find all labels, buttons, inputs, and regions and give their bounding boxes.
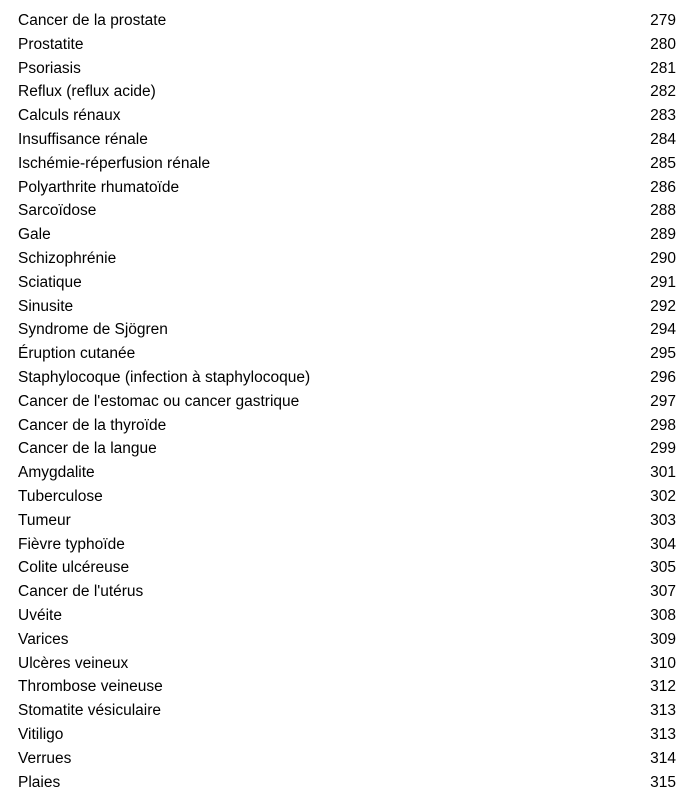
toc-entry[interactable]	[18, 271, 676, 295]
entry-page-number: 298	[650, 416, 676, 434]
entry-page-number: 309	[650, 630, 676, 648]
table-of-contents	[18, 9, 676, 794]
entry-title: Uvéite	[18, 606, 62, 624]
entry-page-number: 295	[650, 345, 676, 363]
entry-title: Prostatite	[18, 35, 84, 53]
toc-entry[interactable]	[18, 747, 676, 771]
entry-page-number: 288	[650, 202, 676, 220]
entry-page-number: 286	[650, 178, 676, 196]
entry-page-number: 281	[650, 59, 676, 77]
entry-title: Stomatite vésiculaire	[18, 702, 162, 720]
entry-page-number: 302	[650, 487, 676, 505]
toc-entry[interactable]	[18, 390, 676, 414]
entry-title: Psoriasis	[18, 59, 81, 77]
entry-page-number: 280	[650, 35, 676, 53]
entry-title: Reflux (reflux acide)	[18, 83, 156, 101]
entry-page-number: 308	[650, 606, 676, 624]
toc-entry[interactable]	[18, 176, 676, 200]
entry-title: Éruption cutanée	[18, 345, 136, 363]
toc-entry[interactable]	[18, 223, 676, 247]
entry-page-number: 301	[650, 464, 676, 482]
entry-title: Verrues	[18, 749, 72, 767]
entry-title: Schizophrénie	[18, 249, 117, 267]
entry-page-number: 315	[650, 773, 676, 791]
entry-page-number: 297	[650, 392, 676, 410]
entry-title: Thrombose veineuse	[18, 678, 163, 696]
entry-page-number: 310	[650, 654, 676, 672]
toc-entry[interactable]	[18, 366, 676, 390]
toc-entry[interactable]	[18, 9, 676, 33]
toc-entry[interactable]	[18, 247, 676, 271]
toc-entry[interactable]	[18, 628, 676, 652]
entry-title: Plaies	[18, 773, 61, 791]
toc-entry[interactable]	[18, 152, 676, 176]
entry-title: Ulcères veineux	[18, 654, 129, 672]
entry-title: Sarcoïdose	[18, 202, 97, 220]
entry-title: Tumeur	[18, 511, 71, 529]
entry-page-number: 289	[650, 226, 676, 244]
toc-entry[interactable]	[18, 128, 676, 152]
toc-entry[interactable]	[18, 652, 676, 676]
entry-title: Sinusite	[18, 297, 74, 315]
entry-title: Gale	[18, 226, 51, 244]
entry-page-number: 314	[650, 749, 676, 767]
entry-title: Calculs rénaux	[18, 107, 121, 125]
entry-page-number: 305	[650, 559, 676, 577]
entry-title: Cancer de l'utérus	[18, 583, 144, 601]
entry-title: Vitiligo	[18, 725, 64, 743]
toc-entry[interactable]	[18, 675, 676, 699]
entry-title: Sciatique	[18, 273, 82, 291]
entry-page-number: 299	[650, 440, 676, 458]
entry-page-number: 303	[650, 511, 676, 529]
entry-page-number: 283	[650, 107, 676, 125]
entry-title: Colite ulcéreuse	[18, 559, 130, 577]
entry-page-number: 294	[650, 321, 676, 339]
entry-title: Cancer de la prostate	[18, 12, 167, 29]
toc-entry[interactable]	[18, 295, 676, 319]
entry-page-number: 296	[650, 368, 676, 386]
toc-entry[interactable]	[18, 461, 676, 485]
toc-entry[interactable]	[18, 556, 676, 580]
entry-title: Cancer de l'estomac ou cancer gastrique	[18, 392, 300, 410]
toc-entry[interactable]	[18, 699, 676, 723]
entry-page-number: 282	[650, 83, 676, 101]
entry-title: Syndrome de Sjögren	[18, 321, 168, 339]
toc-entry[interactable]	[18, 771, 676, 795]
toc-entry[interactable]	[18, 723, 676, 747]
toc-entry[interactable]	[18, 57, 676, 81]
entry-page-number: 279	[650, 12, 676, 29]
entry-title: Tuberculose	[18, 487, 103, 505]
toc-entry[interactable]	[18, 199, 676, 223]
toc-entry[interactable]	[18, 104, 676, 128]
entry-title: Polyarthrite rhumatoïde	[18, 178, 180, 196]
entry-title: Varices	[18, 630, 69, 648]
entry-page-number: 313	[650, 702, 676, 720]
entry-page-number: 312	[650, 678, 676, 696]
entry-page-number: 304	[650, 535, 676, 553]
entry-page-number: 291	[650, 273, 676, 291]
entry-page-number: 285	[650, 154, 676, 172]
entry-page-number: 290	[650, 249, 676, 267]
toc-entry[interactable]	[18, 604, 676, 628]
toc-entry[interactable]	[18, 414, 676, 438]
entry-page-number: 292	[650, 297, 676, 315]
entry-title: Staphylocoque (infection à staphylocoque)	[18, 368, 311, 386]
entry-title: Ischémie-réperfusion rénale	[18, 154, 211, 172]
toc-entry[interactable]	[18, 485, 676, 509]
entry-title: Cancer de la thyroïde	[18, 416, 167, 434]
toc-entry[interactable]	[18, 533, 676, 557]
entry-page-number: 313	[650, 725, 676, 743]
entry-title: Cancer de la langue	[18, 440, 157, 458]
toc-entry[interactable]	[18, 509, 676, 533]
entry-page-number: 307	[650, 583, 676, 601]
entry-title: Insuffisance rénale	[18, 130, 148, 148]
toc-entry[interactable]	[18, 33, 676, 57]
entry-title: Fièvre typhoïde	[18, 535, 125, 553]
toc-entry[interactable]	[18, 580, 676, 604]
toc-entry[interactable]	[18, 342, 676, 366]
entry-title: Amygdalite	[18, 464, 95, 482]
toc-entry[interactable]	[18, 437, 676, 461]
toc-entry[interactable]	[18, 80, 676, 104]
entry-page-number: 284	[650, 130, 676, 148]
toc-entry[interactable]	[18, 318, 676, 342]
